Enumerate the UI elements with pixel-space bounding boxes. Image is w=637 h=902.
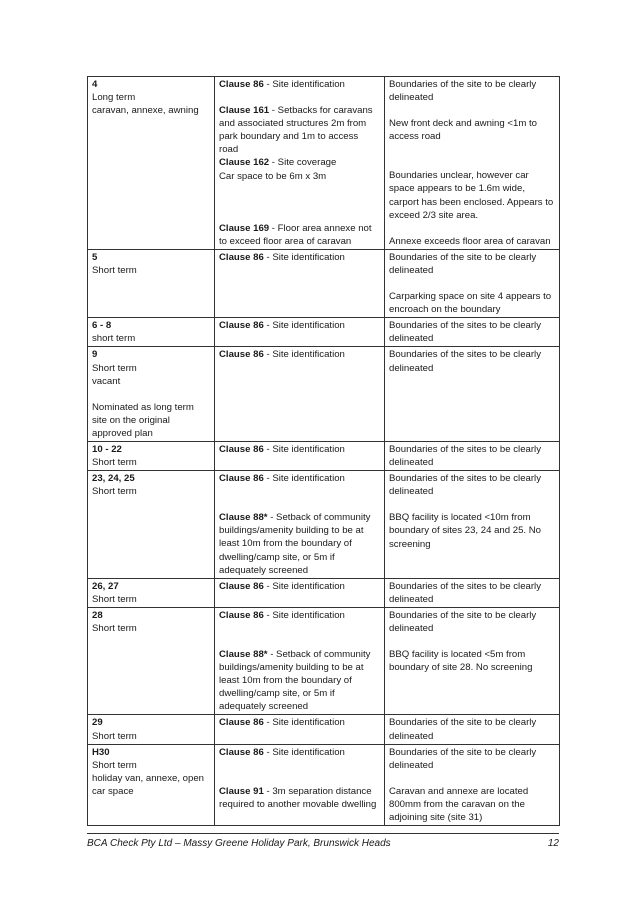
clause-label: Clause 86 xyxy=(219,580,264,592)
clause-label: Clause 86 xyxy=(219,717,264,729)
clause-label: Clause 86 xyxy=(219,320,264,332)
clause-text: - Site identification xyxy=(263,79,345,90)
finding-text: Boundaries of the site to be clearly delineated xyxy=(389,717,537,742)
site-number: 28 xyxy=(92,609,103,621)
clause-text: - Site identification xyxy=(263,349,345,361)
site-term: short term xyxy=(92,333,136,345)
site-number: 6 - 8 xyxy=(92,320,112,332)
finding-cell xyxy=(385,471,560,579)
finding-text: Carparking space on site 4 appears to encroach on the boundary xyxy=(389,291,552,316)
site-cell xyxy=(88,77,215,250)
site-term: Short term xyxy=(92,623,137,634)
site-cell xyxy=(88,744,215,825)
footer-divider xyxy=(87,833,559,834)
finding-text: Boundaries of the site to be clearly delineated xyxy=(389,609,537,634)
finding-text: Boundaries of the site to be clearly delineated xyxy=(389,746,537,771)
clause-text: - Site identification xyxy=(263,717,345,729)
finding-text: Boundaries unclear, however car space appears to be 1.6m wide, carport has been enclosed. Appears to exceed 2/3 site area. xyxy=(389,170,554,221)
finding-cell xyxy=(385,249,560,317)
clause-label: Clause 86 xyxy=(219,79,264,90)
clause-text: - Site identification xyxy=(263,609,345,621)
site-term: Short term xyxy=(92,457,137,469)
clause-cell xyxy=(215,441,385,470)
site-number: 4 xyxy=(92,79,98,90)
finding-text: Boundaries of the sites to be clearly delineated xyxy=(389,320,541,345)
site-number: 5 xyxy=(92,251,98,263)
clause-label: Clause 169 xyxy=(219,222,270,234)
clause-label: Clause 162 xyxy=(219,157,270,169)
table-row xyxy=(88,744,560,825)
site-term: Short term xyxy=(92,730,137,742)
site-number: 29 xyxy=(92,717,103,729)
finding-text: Boundaries of the sites to be clearly delineated xyxy=(389,443,541,469)
clause-cell xyxy=(215,347,385,442)
table-row xyxy=(88,607,560,715)
site-term: Short term xyxy=(92,593,137,605)
table-row xyxy=(88,318,560,347)
finding-cell xyxy=(385,607,560,715)
site-cell xyxy=(88,471,215,579)
site-term: Short term xyxy=(92,362,137,374)
table-row xyxy=(88,578,560,607)
site-cell xyxy=(88,441,215,470)
site-description: holiday van, annexe, open car space xyxy=(92,772,205,797)
clause-label: Clause 88* xyxy=(219,512,268,524)
clause-cell xyxy=(215,471,385,579)
site-cell xyxy=(88,249,215,317)
finding-text: BBQ facility is located <10m from boundary of sites 23, 24 and 25. No screening xyxy=(389,512,542,550)
finding-text: New front deck and awning <1m to access road xyxy=(389,118,537,143)
site-description: caravan, annexe, awning xyxy=(92,105,199,117)
clause-text: - Setback of community buildings/amenity building to be at least 10m from the boundary of dwelling/camp site, or 5m if adequately screened xyxy=(219,649,371,713)
clause-cell xyxy=(215,77,385,250)
footer-text: BCA Check Pty Ltd – Massy Greene Holiday Park, Brunswick Heads xyxy=(87,838,391,849)
table-row xyxy=(88,715,560,744)
clause-cell xyxy=(215,249,385,317)
clause-cell xyxy=(215,318,385,347)
site-term: Long term xyxy=(92,92,136,104)
finding-cell xyxy=(385,318,560,347)
clause-cell xyxy=(215,607,385,715)
site-cell xyxy=(88,715,215,744)
clause-text: - Site identification xyxy=(263,473,345,485)
site-term: Short term xyxy=(92,264,137,276)
site-number: H30 xyxy=(92,746,110,758)
clause-label: Clause 86 xyxy=(219,746,264,758)
clause-label: Clause 86 xyxy=(219,443,264,455)
finding-cell xyxy=(385,77,560,250)
finding-text: Annexe exceeds floor area of caravan xyxy=(389,235,551,247)
site-cell xyxy=(88,607,215,715)
finding-text: Boundaries of the site to be clearly delineated xyxy=(389,79,537,104)
site-status: vacant xyxy=(92,375,121,387)
site-number: 26, 27 xyxy=(92,580,119,592)
table-row xyxy=(88,347,560,442)
clause-text: - Site identification xyxy=(263,746,345,758)
site-cell xyxy=(88,578,215,607)
finding-text: Boundaries of the sites to be clearly delineated xyxy=(389,473,541,498)
clause-text: - Site identification xyxy=(263,443,345,455)
clause-text: - Setbacks for caravans and associated structures 2m from park boundary and 1m to access road xyxy=(219,105,373,156)
site-number: 10 - 22 xyxy=(92,443,122,455)
finding-cell xyxy=(385,578,560,607)
finding-text: Boundaries of the site to be clearly delineated xyxy=(389,251,537,276)
clause-text: - 3m separation distance required to another movable dwelling xyxy=(219,785,377,810)
clause-cell xyxy=(215,744,385,825)
finding-text: BBQ facility is located <5m from boundary of site 28. No screening xyxy=(389,649,533,674)
finding-cell xyxy=(385,715,560,744)
table-row xyxy=(88,471,560,579)
clause-label: Clause 86 xyxy=(219,349,264,361)
site-cell xyxy=(88,347,215,442)
site-note: Nominated as long term site on the original approved plan xyxy=(92,401,194,439)
clause-text: - Site identification xyxy=(263,251,345,263)
site-number: 9 xyxy=(92,349,98,361)
site-term: Short term xyxy=(92,486,137,498)
clause-cell xyxy=(215,578,385,607)
clause-label: Clause 86 xyxy=(219,473,264,485)
clause-text: - Floor area annexe not to exceed floor area of caravan xyxy=(219,222,372,247)
finding-cell xyxy=(385,744,560,825)
finding-text: Boundaries of the sites to be clearly delineated xyxy=(389,580,541,605)
clause-extra: Car space to be 6m x 3m xyxy=(219,170,327,182)
clause-label: Clause 161 xyxy=(219,105,270,117)
finding-cell xyxy=(385,347,560,442)
clause-text: - Site coverage xyxy=(269,157,337,169)
clause-cell xyxy=(215,715,385,744)
clause-label: Clause 91 xyxy=(219,785,264,797)
site-number: 23, 24, 25 xyxy=(92,473,135,485)
finding-text: Boundaries of the sites to be clearly delineated xyxy=(389,349,541,374)
table-row xyxy=(88,441,560,470)
compliance-table xyxy=(87,76,560,826)
clause-label: Clause 86 xyxy=(219,609,264,621)
clause-text: - Setback of community buildings/amenity building to be at least 10m from the boundary of dwelling/camp site, or 5m if adequately screened xyxy=(219,512,371,576)
table-row xyxy=(88,77,560,250)
table-row xyxy=(88,249,560,317)
finding-cell xyxy=(385,441,560,470)
page-number: 12 xyxy=(547,838,559,849)
site-term: Short term xyxy=(92,759,137,771)
clause-label: Clause 88* xyxy=(219,649,268,660)
finding-text: Caravan and annexe are located 800mm from the caravan on the adjoining site (site 31) xyxy=(389,785,529,824)
site-cell xyxy=(88,318,215,347)
clause-text: - Site identification xyxy=(263,580,345,592)
clause-text: - Site identification xyxy=(263,320,345,332)
clause-label: Clause 86 xyxy=(219,251,264,263)
